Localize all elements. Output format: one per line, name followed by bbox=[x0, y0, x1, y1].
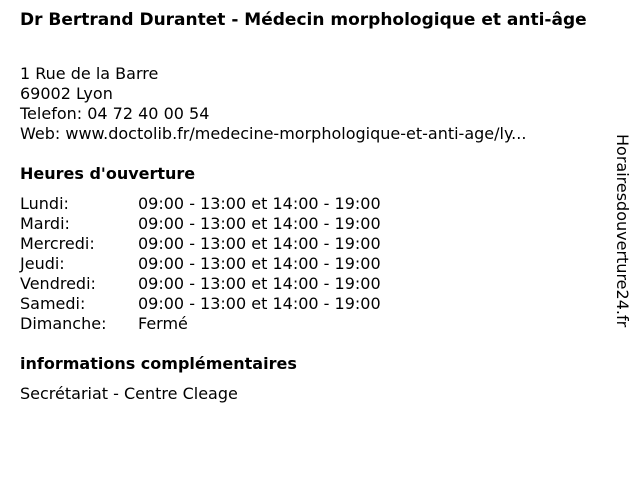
city: 69002 Lyon bbox=[20, 84, 113, 103]
day-hours: 09:00 - 13:00 et 14:00 - 19:00 bbox=[138, 214, 381, 233]
day-hours: Fermé bbox=[138, 314, 188, 333]
site-watermark: Horairesdouverture24.fr bbox=[613, 134, 632, 328]
day-label: Mardi: bbox=[20, 214, 70, 233]
day-label: Jeudi: bbox=[20, 254, 65, 273]
day-label: Samedi: bbox=[20, 294, 86, 313]
phone[interactable]: Telefon: 04 72 40 00 54 bbox=[20, 104, 210, 123]
hours-row-monday bbox=[20, 194, 381, 214]
day-hours: 09:00 - 13:00 et 14:00 - 19:00 bbox=[138, 274, 381, 293]
day-hours: 09:00 - 13:00 et 14:00 - 19:00 bbox=[138, 294, 381, 313]
day-label: Lundi: bbox=[20, 194, 69, 213]
additional-info-heading: informations complémentaires bbox=[20, 354, 297, 373]
day-label: Dimanche: bbox=[20, 314, 107, 333]
day-label: Mercredi: bbox=[20, 234, 95, 253]
business-name: Dr Bertrand Durantet - Médecin morphologique et anti-âge bbox=[20, 10, 587, 30]
day-hours: 09:00 - 13:00 et 14:00 - 19:00 bbox=[138, 234, 381, 253]
hours-row-wednesday bbox=[20, 234, 381, 254]
website[interactable]: Web: www.doctolib.fr/medecine-morphologique-et-anti-age/ly... bbox=[20, 124, 527, 143]
hours-row-thursday bbox=[20, 254, 381, 274]
hours-row-tuesday bbox=[20, 214, 381, 234]
opening-hours-list bbox=[20, 194, 381, 334]
hours-row-friday bbox=[20, 274, 381, 294]
additional-info-text: Secrétariat - Centre Cleage bbox=[20, 384, 238, 403]
street-address: 1 Rue de la Barre bbox=[20, 64, 159, 83]
address-block bbox=[20, 64, 526, 144]
day-label: Vendredi: bbox=[20, 274, 96, 293]
opening-hours-heading: Heures d'ouverture bbox=[20, 164, 196, 183]
hours-row-sunday bbox=[20, 314, 381, 334]
day-hours: 09:00 - 13:00 et 14:00 - 19:00 bbox=[138, 194, 381, 213]
day-hours: 09:00 - 13:00 et 14:00 - 19:00 bbox=[138, 254, 381, 273]
hours-row-saturday bbox=[20, 294, 381, 314]
